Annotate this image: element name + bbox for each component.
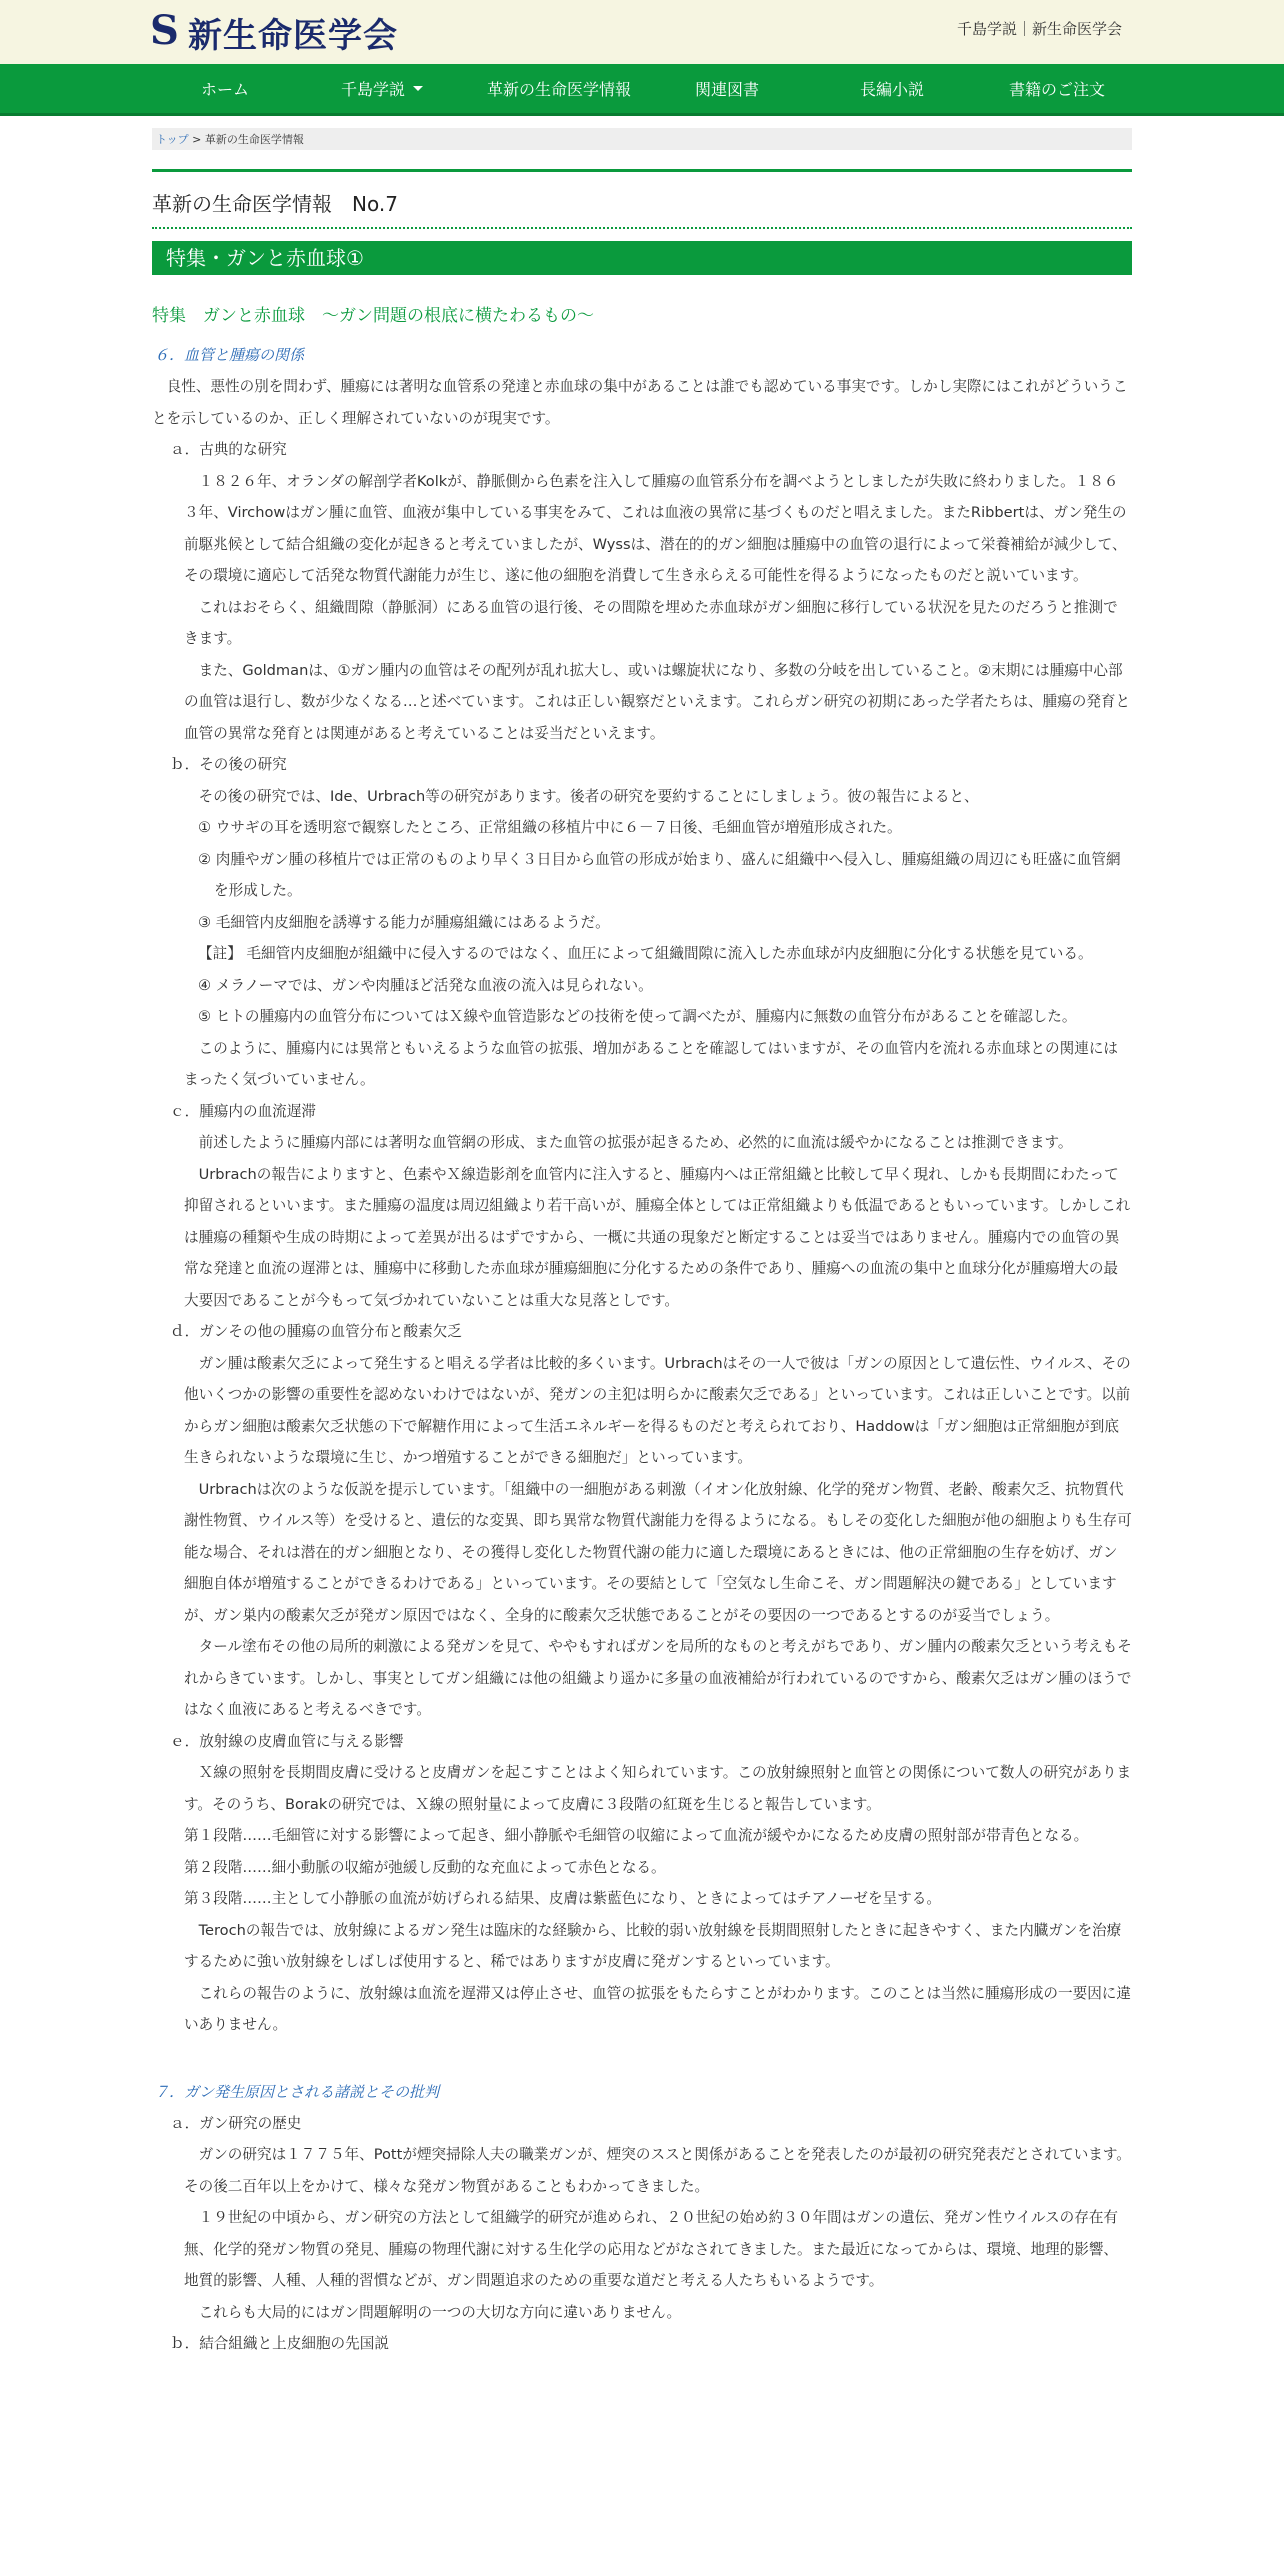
nav-chishima-label: 千島学説: [340, 80, 405, 99]
paragraph: また、Goldmanは、①ガン腫内の血管はその配列が乱れ拡大し、或いは螺旋状になり、多数の分岐を出していること。②末期には腫瘍中心部の血管は退行し、数が少なくなる…と述べています。これは正しい観察だといえます。これらガン研究の初期にあった学者たちは、腫瘍の発育と血管の異常な発育とは関連があると考えていることは妥当だといえます。: [184, 661, 1131, 742]
paragraph: １９世紀の中頃から、ガン研究の方法として組織学的研究が進められ、２０世紀の始め約３０年間はガンの遺伝、発ガン性ウイルスの存在有無、化学的発ガン物質の発見、腫瘍の物理代謝に対する生化学の応用などがなされてきました。また最近になってからは、環境、地理的影響、地質的影響、人種、人種的習慣などが、ガン問題追求のための重要な道だと考える人たちもいるようです。: [184, 2209, 1119, 2289]
nav-medical-info[interactable]: 革新の生命医学情報: [486, 80, 631, 99]
list-item: ④ メラノーマでは、ガンや肉腫ほど活発な血液の流入は見られない。: [198, 976, 653, 994]
paragraph: このように、腫瘍内には異常ともいえるような血管の拡張、増加があることを確認してはいますが、その血管内を流れる赤血球との関連にはまったく気づいていません。: [184, 1039, 1119, 1088]
spacer: [152, 2041, 1132, 2073]
feature-subtitle: 特集 ガンと赤血球 ～ガン問題の根底に横たわるもの～: [152, 306, 594, 326]
paragraph: Urbrachの報告によりますと、色素やＸ線造影剤を血管内に注入すると、腫瘍内へは正常組織と比較して早く現れ、しかも長期間にわたって抑留されるといいます。また腫瘍の温度は周辺組織より若干高いが、腫瘍全体としては正常組織よりも低温であるともいっています。しかしこれは腫瘍の種類や生成の時期によって差異が出るはずですから、一概に共通の現象だと断定することは妥当ではありません。腫瘍内での血管の異常な発達と血流の遅滞とは、腫瘍中に移動した赤血球が腫瘍細胞に分化するための条件であり、腫瘍への血流の集中と血球分化が腫瘍増大の最大要因であることが今もって気づかれていないことは重大な見落としです。: [184, 1165, 1131, 1309]
stage-item: 第１段階……毛細管に対する影響によって起き、細小静脈や毛細管の収縮によって血流が緩やかになるため皮膚の照射部が帯青色となる。: [184, 1827, 1089, 1844]
breadcrumb-sep: >: [188, 133, 205, 146]
nav-order-books[interactable]: 書籍のご注文: [1008, 80, 1105, 99]
breadcrumb: [152, 128, 1132, 150]
main-nav: [0, 64, 1284, 116]
paragraph: 良性、悪性の別を問わず、腫瘍には著明な血管系の発達と赤血球の集中があることは誰でも認めている事実です。しかし実際にはこれがどういうことを示しているのか、正しく理解されていないのが現実です。: [152, 378, 1128, 427]
nav-chishima-theory[interactable]: [300, 64, 464, 113]
subsection-heading: ｂ．結合組織と上皮細胞の先国説: [170, 2335, 389, 2352]
top-links[interactable]: 千島学説｜新生命医学会: [956, 20, 1122, 38]
stage-item: 第２段階……細小動脈の収縮が弛緩し反動的な充血によって赤色となる。: [184, 1858, 666, 1876]
paragraph: 前述したように腫瘍内部には著明な血管網の形成、また血管の拡張が起きるため、必然的に血流は緩やかになることは推測できます。: [198, 1134, 1073, 1151]
paragraph: ガン腫は酸素欠乏によって発生すると唱える学者は比較的多くいます。Urbrachはその一人で彼は「ガンの原因として遺伝性、ウイルス、その他いくつかの影響の重要性を認めないわけではないが、発ガンの主犯は明らかに酸素欠乏である」といっています。これは正しいことです。以前からガン細胞は酸素欠乏状態の下で解糖作用によって生活エネルギーを得るものだと考えられており、Haddowは「ガン細胞は正常細胞が到底生きられないような環境に生じ、かつ増殖することができる細胞だ」といっています。: [184, 1354, 1131, 1466]
list-item: ③ 毛細管内皮細胞を誘導する能力が腫瘍組織にはあるようだ。: [198, 913, 610, 931]
paragraph: Urbrachは次のような仮説を提示しています。「組織中の一細胞がある刺激（イオン化放射線、化学的発ガン物質、老齢、酸素欠乏、抗物質代謝性物質、ウイルス等）を受けると、遺伝的な変異、即ち異常な物質代謝能力を得るようになる。もしその変化した細胞が他の細胞よりも生存可能な場合、それは潜在的ガン細胞となり、その獲得し変化した物質代謝の能力に適した環境にあるときには、他の正常細胞の生存を妨げ、ガン細胞自体が増殖することができるわけである」といっています。その要結として「空気なし生命こそ、ガン問題解決の鍵である」としていますが、ガン巣内の酸素欠乏が発ガン原因ではなく、全身的に酸素欠乏状態であることがその要因の一つであるとするのが妥当でしょう。: [184, 1480, 1132, 1624]
subsection-heading: ｂ．その後の研究: [170, 756, 287, 773]
page-title: 革新の生命医学情報 No.7: [152, 192, 398, 216]
paragraph: Terochの報告では、放射線によるガン発生は臨床的な経験から、比較的弱い放射線を長期間照射したときに起きやすく、また内臓ガンを治療するために強い放射線をしばしば使用すると、稀ではありますが皮膚に発ガンするといっています。: [184, 1921, 1122, 1970]
breadcrumb-current: 革新の生命医学情報: [204, 133, 304, 146]
list-item: ② 肉腫やガン腫の移植片では正常のものより早く３日目から血管の形成が始まり、盛んに組織中へ侵入し、腫瘍組織の周辺にも旺盛に血管網を形成した。: [198, 850, 1121, 899]
divider-dotted: [152, 227, 1132, 229]
stage-item: 第３段階……主として小静脈の血流が妨げられる結果、皮膚は紫藍色になり、ときによってはチアノーゼを呈する。: [184, 1890, 941, 1907]
paragraph: これらも大局的にはガン問題解明の一つの大切な方向に違いありません。: [198, 2303, 682, 2321]
nav-novel[interactable]: 長編小説: [859, 80, 924, 99]
paragraph: ガンの研究は１７７５年、Pottが煙突掃除人夫の職業ガンが、煙突のススと関係があることを発表したのが最初の研究発表だとされています。その後二百年以上をかけて、様々な発ガン物質があることもわかってきました。: [184, 2146, 1131, 2195]
logo-mark-icon: S: [150, 6, 179, 54]
subsection-heading: ａ．古典的な研究: [170, 441, 287, 458]
paragraph: これはおそらく、組織間隙（静脈洞）にある血管の退行後、その間隙を埋めた赤血球がガン細胞に移行している状況を見たのだろうと推測できます。: [184, 598, 1118, 647]
main-content: [152, 128, 1132, 2360]
note: 【註】 毛細管内皮細胞が組織中に侵入するのではなく、血圧によって組織間隙に流入した赤血球が内皮細胞に分化する状態を見ている。: [198, 945, 1093, 962]
paragraph: その後の研究では、Ide、Urbrach等の研究があります。後者の研究を要約することにしましょう。彼の報告によると、: [198, 787, 979, 805]
nav-home[interactable]: ホーム: [200, 80, 249, 99]
top-header: [0, 0, 1284, 64]
breadcrumb-home[interactable]: トップ: [156, 133, 189, 146]
paragraph: これらの報告のように、放射線は血流を遅滞又は停止させ、血管の拡張をもたらすことがわかります。このことは当然に腫瘍形成の一要因に違いありません。: [184, 1984, 1131, 2033]
subsection-heading: ｃ．腫瘍内の血流遅滞: [170, 1102, 316, 1120]
site-logo[interactable]: [150, 8, 398, 57]
logo-text: 新生命医学会: [188, 16, 398, 56]
section-heading: ７．ガン発生原因とされる諸説とその批判: [154, 2082, 440, 2101]
nav-related-books[interactable]: 関連図書: [694, 80, 759, 99]
chevron-down-icon: [413, 86, 423, 91]
subsection-heading: ｄ．ガンその他の腫瘍の血管分布と酸素欠乏: [170, 1323, 462, 1340]
subsection-heading: ａ．ガン研究の歴史: [170, 2114, 302, 2132]
list-item: ① ウサギの耳を透明窓で観察したところ、正常組織の移植片中に６－７日後、毛細血管が増殖形成された。: [198, 819, 902, 836]
section-heading: ６．血管と腫瘍の関係: [154, 346, 305, 364]
paragraph: タール塗布その他の局所的刺激による発ガンを見て、ややもすればガンを局所的なものと考えがちであり、ガン腫内の酸素欠乏という考えもそれからきています。しかし、事実としてガン組織には他の組織より遥かに多量の血液補給が行われているのですから、酸素欠乏はガン腫のほうではなく血液にあると考えるべきです。: [184, 1638, 1132, 1718]
list-item: ⑤ ヒトの腫瘍内の血管分布についてはＸ線や血管造影などの技術を使って調べたが、腫瘍内に無数の血管分布があることを確認した。: [198, 1008, 1077, 1025]
feature-band: 特集・ガンと赤血球①: [152, 241, 1132, 275]
paragraph: Ｘ線の照射を長期間皮膚に受けると皮膚ガンを起こすことはよく知られています。この放射線照射と血管との関係について数人の研究があります。そのうち、Borakの研究では、Ｘ線の照射量によって皮膚に３段階の紅斑を生じると報告しています。: [184, 1764, 1132, 1813]
subsection-heading: ｅ．放射線の皮膚血管に与える影響: [170, 1732, 404, 1750]
paragraph: １８２６年、オランダの解剖学者Kolkが、静脈側から色素を注入して腫瘍の血管系分布を調べようとしましたが失敗に終わりました。１８６３年、Virchowはガン腫に血管、血液が集中している事実をみて、これは血液の異常に基づくものだと唱えました。またRibbertは、ガン発生の前駆兆候として結合組織の変化が起きると考えていましたが、Wyssは、潜在的的ガン細胞は腫瘍中の血管の退行によって栄養補給が減少して、その環境に適応して活発な物質代謝能力が生じ、遂に他の細胞を消費して生き永らえる可能性を得るようになったものだと説いています。: [184, 472, 1127, 584]
